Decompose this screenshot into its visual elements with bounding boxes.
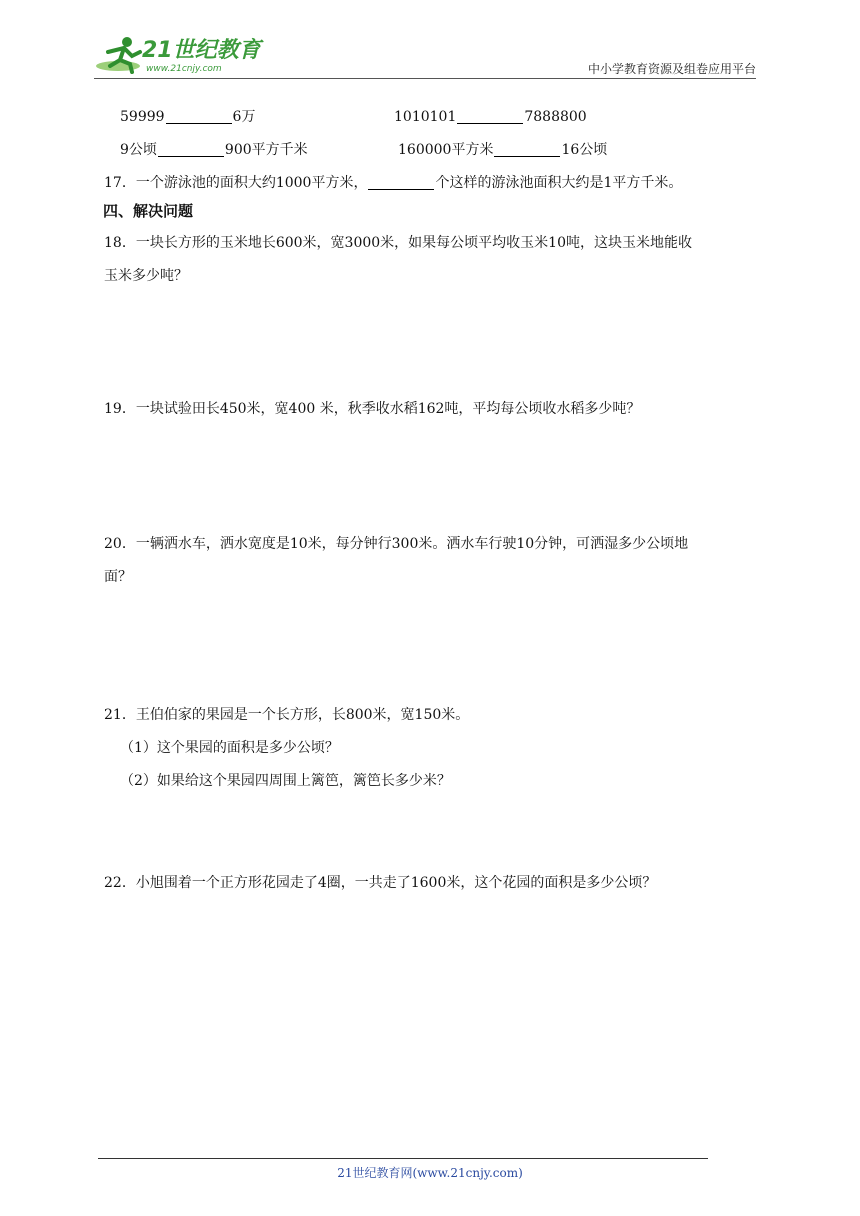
header-logo	[94, 34, 264, 80]
question-17	[104, 174, 682, 192]
answer-blank[interactable]	[457, 109, 523, 124]
fill-row-2-left	[120, 141, 308, 159]
section-title: 四、解决问题	[103, 202, 194, 220]
logo-title: 21世纪教育	[142, 38, 261, 63]
fill-value: 9公顷	[120, 142, 157, 158]
fill-value: 1010101	[394, 109, 457, 125]
question-18-line-1: 18．一块长方形的玉米地长600米，宽3000米，如果每公顷平均收玉米10吨，这块玉米地能收	[104, 235, 692, 251]
fill-row-1-left	[120, 108, 255, 126]
header-divider	[94, 78, 756, 79]
answer-blank[interactable]	[494, 142, 560, 157]
fill-value: 6万	[232, 109, 256, 125]
header-tagline: 中小学教育资源及组卷应用平台	[587, 62, 756, 76]
question-20-line-2: 面？	[104, 569, 132, 585]
answer-blank[interactable]	[166, 109, 232, 124]
answer-blank[interactable]	[158, 142, 224, 157]
footer-divider	[98, 1158, 708, 1159]
question-21: 21．王伯伯家的果园是一个长方形，长800米，宽150米。	[104, 707, 470, 723]
logo-url: www.21cnjy.com	[146, 64, 222, 74]
fill-value: 160000平方米	[398, 142, 494, 158]
question-text: 个这样的游泳池面积大约是1平方千米。	[435, 175, 683, 191]
footer-source: 21世纪教育网(www.21cnjy.com)	[337, 1166, 523, 1180]
question-22: 22．小旭围着一个正方形花园走了4圈，一共走了1600米，这个花园的面积是多少公顷？	[104, 875, 657, 891]
fill-value: 7888800	[524, 109, 587, 125]
question-21-part-1: （1）这个果园的面积是多少公顷？	[120, 740, 339, 756]
fill-value: 59999	[120, 109, 165, 125]
question-text: 17．一个游泳池的面积大约1000平方米，	[104, 175, 368, 191]
fill-value: 16公顷	[561, 142, 608, 158]
question-21-part-2: （2）如果给这个果园四周围上篱笆，篱笆长多少米？	[120, 773, 451, 789]
fill-row-1-right	[394, 108, 587, 126]
answer-blank[interactable]	[368, 175, 434, 190]
question-20-line-1: 20．一辆洒水车，洒水宽度是10米，每分钟行300米。洒水车行驶10分钟，可洒湿多少公顷地	[104, 536, 689, 552]
question-18-line-2: 玉米多少吨？	[104, 268, 188, 284]
fill-row-2-right	[398, 141, 607, 159]
fill-value: 900平方千米	[224, 142, 308, 158]
question-19: 19．一块试验田长450米，宽400 米，秋季收水稻162吨，平均每公顷收水稻多少吨？	[104, 401, 641, 417]
